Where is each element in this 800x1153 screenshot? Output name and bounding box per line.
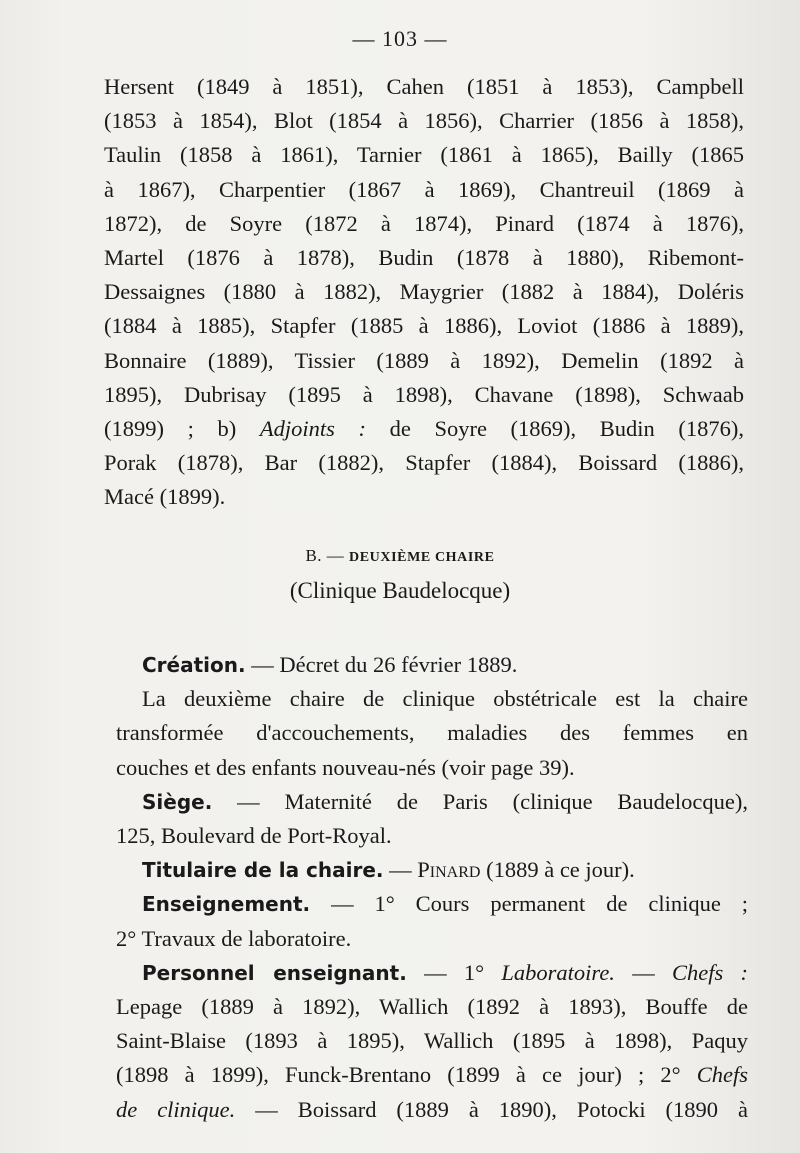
text-line: 1895), Dubrisay (1895 à 1898), Chavane (1898), Schwaab: [104, 381, 744, 407]
text-run: de Soyre (1869), Budin (1876),: [365, 416, 745, 442]
text-run: — Boissard (1889 à 1890), Potocki (1890 à: [235, 1096, 748, 1122]
siege-text: — Maternité de Paris (clinique Baudelocque),: [212, 788, 748, 814]
clinique-label: de clinique.: [116, 1096, 236, 1122]
creation-label: Création.: [142, 653, 246, 677]
section-subtitle: (Clinique Baudelocque): [289, 578, 511, 603]
personnel-line: Saint-Blaise (1893 à 1895), Wallich (1895 à 1898), Paquy: [116, 1028, 748, 1054]
text-line: Dessaignes (1880 à 1882), Maygrier (1882 à 1884), Doléris: [104, 279, 744, 305]
personnel-line: [116, 956, 748, 990]
text-line: Taulin (1858 à 1861), Tarnier (1861 à 1865), Bailly (1865: [104, 142, 744, 168]
siege-line: [116, 785, 748, 819]
text-line: Hersent (1849 à 1851), Cahen (1851 à 1853), Campbell: [104, 74, 744, 99]
laboratoire-label: Laboratoire.: [501, 959, 615, 985]
text-run: (1899) ; b): [104, 416, 260, 442]
adjoints-label: Adjoints :: [259, 416, 366, 442]
desc-line: La deuxième chaire de clinique obstétricale est la chaire: [142, 686, 748, 712]
enseignement-label: Enseignement.: [142, 892, 311, 917]
titulaire-name: Pinard: [417, 857, 481, 883]
personnel-label: Personnel enseignant.: [142, 960, 407, 985]
chefs-label: Chefs :: [671, 959, 748, 985]
titulaire-line: [116, 853, 748, 887]
text-line: 1872), de Soyre (1872 à 1874), Pinard (1874 à 1876),: [104, 210, 744, 236]
section-heading: [0, 546, 800, 566]
personnel-line: [116, 1058, 748, 1092]
text-line: Macé (1899).: [104, 484, 226, 510]
titulaire-rest: (1889 à ce jour).: [480, 857, 635, 883]
personnel-line: Lepage (1889 à 1892), Wallich (1892 à 1893), Bouffe de: [116, 994, 748, 1020]
text-run: (1898 à 1899), Funck-Brentano (1899 à ce jour) ; 2°: [116, 1062, 697, 1088]
personnel-mid: —: [614, 959, 672, 985]
personnel-line: [116, 1093, 748, 1127]
section-body: [116, 648, 748, 1127]
text-line: à 1867), Charpentier (1867 à 1869), Chantreuil (1869 à: [104, 176, 744, 202]
text-line: (1853 à 1854), Blot (1854 à 1856), Charrier (1856 à 1858),: [104, 108, 744, 134]
enseignement-text: — 1° Cours permanent de clinique ;: [310, 891, 748, 917]
siege-address: 125, Boulevard de Port-Royal.: [116, 823, 392, 849]
desc-line: couches et des enfants nouveau-nés (voir page 39).: [116, 754, 575, 780]
siege-label: Siège.: [142, 789, 213, 814]
creation-line: [116, 648, 748, 682]
text-line: (1884 à 1885), Stapfer (1885 à 1886), Loviot (1886 à 1889),: [104, 313, 744, 339]
titulaire-label: Titulaire de la chaire.: [142, 858, 384, 883]
titulaire-dash: —: [383, 857, 418, 883]
text-line: Porak (1878), Bar (1882), Stapfer (1884), Boissard (1886),: [104, 450, 744, 476]
personnel-pre: — 1°: [406, 959, 502, 985]
text-line: Bonnaire (1889), Tissier (1889 à 1892), Demelin (1892 à: [104, 347, 744, 373]
page-number: — 103 —: [352, 26, 448, 51]
section-title: DEUXIÈME CHAIRE: [349, 550, 495, 565]
enseignement-line: [116, 887, 748, 921]
paragraph-chefs-list: [104, 70, 744, 515]
text-line-adjoints: [104, 412, 744, 446]
text-line: Martel (1876 à 1878), Budin (1878 à 1880), Ribemont-: [104, 245, 744, 271]
desc-line: transformée d'accouchements, maladies des femmes en: [116, 720, 748, 746]
chefs-label: Chefs: [696, 1062, 748, 1088]
enseignement-line-2: 2° Travaux de laboratoire.: [116, 925, 352, 951]
creation-text: — Décret du 26 février 1889.: [245, 652, 518, 677]
section-letter: B. —: [305, 546, 345, 565]
